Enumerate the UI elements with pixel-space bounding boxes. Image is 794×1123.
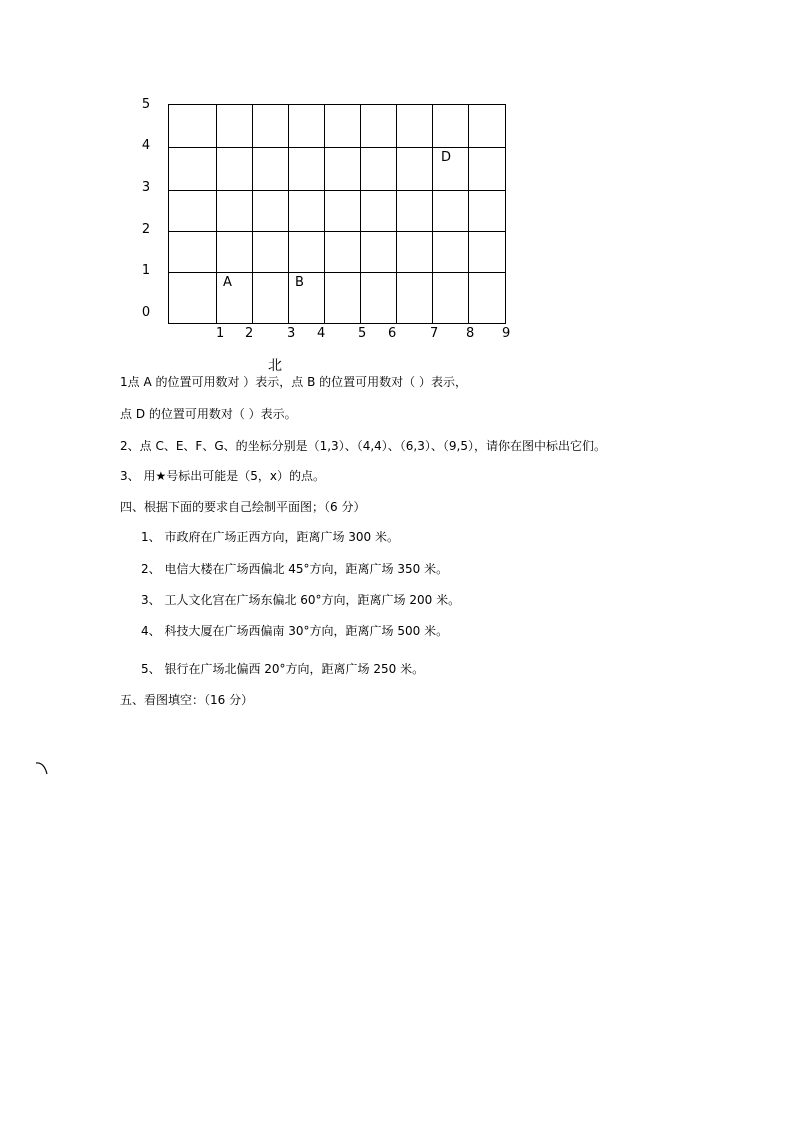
y-label-5: 5 (141, 97, 151, 112)
y-label-3: 3 (141, 180, 151, 195)
x-label-2: 2 (245, 326, 254, 341)
x-label-9: 9 (502, 326, 511, 341)
x-label-5: 5 (358, 326, 367, 341)
section-4-item-5: 5、 银行在广场北偏西 20°方向，距离广场 250 米。 (141, 662, 425, 676)
y-label-2: 2 (141, 222, 151, 237)
north-label: 北 (268, 358, 282, 374)
section-4-item-1: 1、 市政府在广场正西方向，距离广场 300 米。 (141, 530, 399, 544)
question-3: 3、 用★号标出可能是（5，x）的点。 (120, 469, 325, 483)
section-5-title: 五、看图填空：（16 分） (120, 693, 254, 707)
x-label-1: 1 (216, 326, 225, 341)
section-4-title: 四、根据下面的要求自己绘制平面图；（6 分） (120, 500, 366, 514)
coordinate-grid (168, 104, 506, 324)
y-label-1: 1 (141, 263, 151, 278)
x-label-7: 7 (430, 326, 439, 341)
corner-mark (34, 760, 52, 780)
x-label-3: 3 (287, 326, 296, 341)
y-label-4: 4 (141, 138, 151, 153)
y-label-0: 0 (141, 305, 151, 320)
question-1-line-1: 1点 A 的位置可用数对 ）表示，点 B 的位置可用数对（ ）表示， (120, 375, 467, 389)
x-label-4: 4 (317, 326, 326, 341)
point-label-b: B (295, 275, 304, 290)
point-label-d: D (441, 150, 452, 165)
section-4-item-2: 2、 电信大楼在广场西偏北 45°方向，距离广场 350 米。 (141, 562, 449, 576)
question-1-line-2: 点 D 的位置可用数对（ ）表示。 (120, 407, 297, 421)
question-2: 2、点 C、E、F、G、的坐标分别是（1,3）、（4,4）、（6,3）、（9,5），请你在图中标出它们。 (120, 439, 606, 453)
point-label-a: A (223, 275, 232, 290)
section-4-item-4: 4、 科技大厦在广场西偏南 30°方向，距离广场 500 米。 (141, 624, 449, 638)
section-4-item-3: 3、 工人文化宫在广场东偏北 60°方向，距离广场 200 米。 (141, 593, 461, 607)
x-label-8: 8 (466, 326, 475, 341)
grid-lines (168, 104, 506, 324)
x-label-6: 6 (388, 326, 397, 341)
